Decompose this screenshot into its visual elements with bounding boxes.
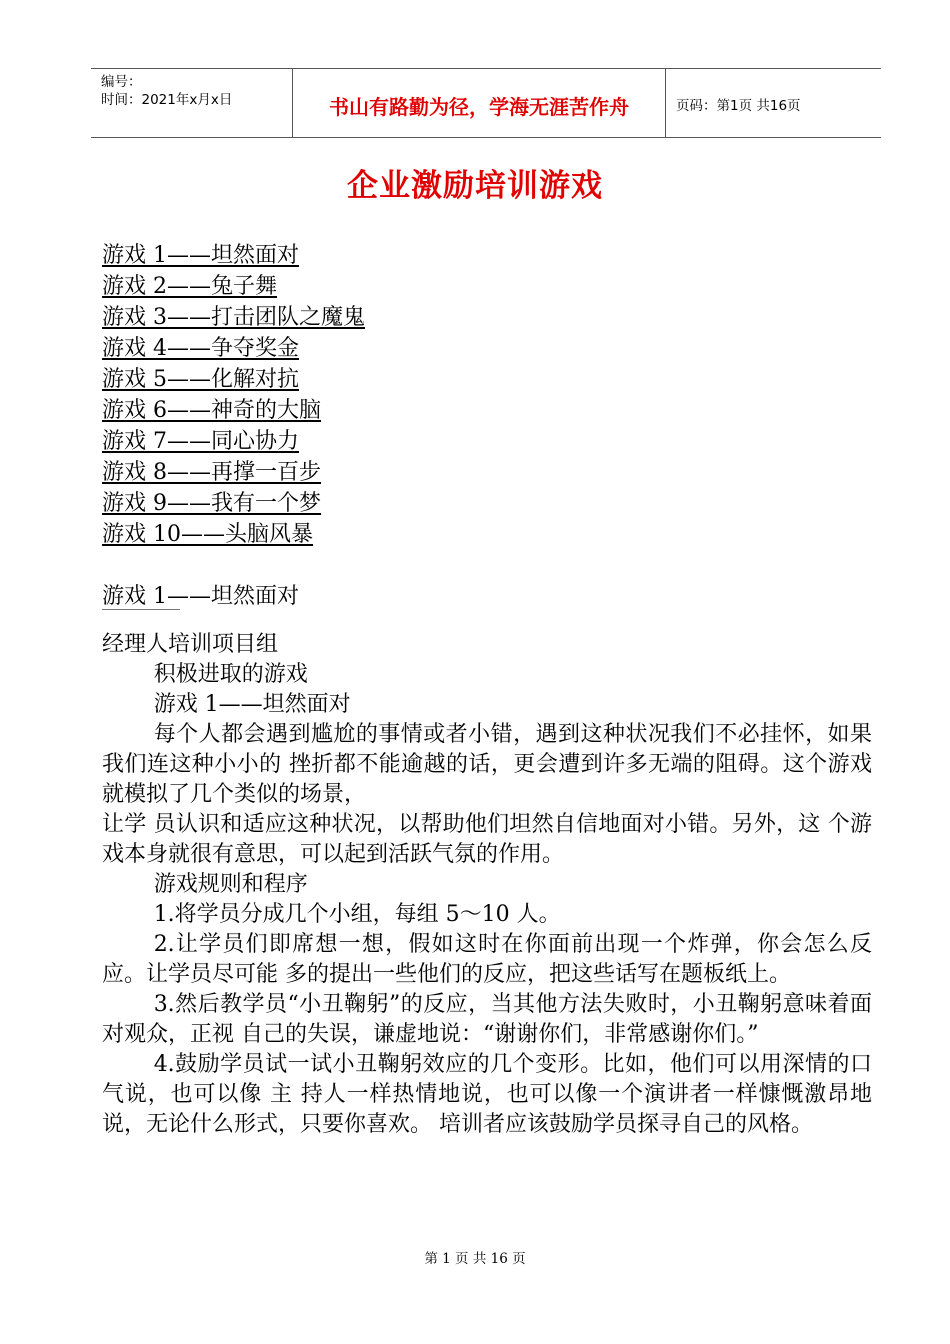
toc-link-7[interactable]: 游戏 7——同心协力 — [102, 429, 299, 454]
header-meta-cell — [91, 69, 293, 137]
toc-link-3[interactable]: 游戏 3——打击团队之魔鬼 — [102, 305, 365, 330]
body-paragraph: 每个人都会遇到尴尬的事情或者小错，遇到这种状况我们不必挂怀，如果我们连这种小小的 挫折都不能逾越的话，更会遭到许多无端的阻碍。这个游戏就模拟了几个类似的场景， — [102, 722, 872, 807]
header-page-cell — [666, 69, 881, 137]
body-paragraph: 1.将学员分成几个小组，每组 5～10 人。 — [153, 902, 561, 927]
time-label: 时间：2021年x月x日 — [101, 92, 233, 108]
toc-link-2[interactable]: 游戏 2——兔子舞 — [102, 274, 277, 299]
document-body — [102, 630, 872, 1140]
body-paragraph: 经理人培训项目组 — [102, 632, 279, 657]
header-motto: 书山有路勤为径，学海无涯苦作舟 — [329, 95, 629, 119]
toc-link-6[interactable]: 游戏 6——神奇的大脑 — [102, 398, 321, 423]
toc-link-4[interactable]: 游戏 4——争夺奖金 — [102, 336, 299, 361]
body-paragraph: 4.鼓励学员试一试小丑鞠躬效应的几个变形。比如，他们可以用深情的口气说，也可以像 主 持人一样热情地说，也可以像一个演讲者一样慷慨激昂地说，无论什么形式，只要你喜欢。 培训者应该鼓励学员探寻自己的风格。 — [102, 1052, 872, 1137]
toc-link-8[interactable]: 游戏 8——再撑一百步 — [102, 460, 321, 485]
body-paragraph: 让学 员认识和适应这种状况，以帮助他们坦然自信地面对小错。另外，这 个游戏本身就很有意思，可以起到活跃气氛的作用。 — [102, 812, 872, 867]
body-paragraph: 游戏规则和程序 — [153, 872, 308, 897]
table-of-contents — [102, 240, 365, 550]
page-header — [91, 68, 881, 138]
body-paragraph: 游戏 1——坦然面对 — [153, 692, 351, 717]
document-title: 企业激励培训游戏 — [347, 168, 603, 204]
body-paragraph: 3.然后教学员“小丑鞠躬”的反应，当其他方法失败时，小丑鞠躬意味着面对观众，正视 自己的失误，谦虚地说：“谢谢你们，非常感谢你们。” — [102, 992, 872, 1047]
toc-link-10[interactable]: 游戏 10——头脑风暴 — [102, 522, 313, 547]
serial-label: 编号： — [101, 74, 142, 90]
page-footer: 第 1 页 共 16 页 — [424, 1251, 526, 1267]
toc-link-5[interactable]: 游戏 5——化解对抗 — [102, 367, 299, 392]
section-heading: 游戏 1——坦然面对 — [102, 584, 299, 609]
header-motto-cell — [293, 69, 666, 137]
page-code: 页码：第1页 共16页 — [676, 98, 801, 114]
section-heading-rule — [102, 609, 180, 610]
body-paragraph: 积极进取的游戏 — [153, 662, 308, 687]
toc-link-1[interactable]: 游戏 1——坦然面对 — [102, 243, 299, 268]
body-paragraph: 2.让学员们即席想一想，假如这时在你面前出现一个炸弹，你会怎么反应。让学员尽可能 多的提出一些他们的反应，把这些话写在题板纸上。 — [102, 932, 872, 987]
toc-link-9[interactable]: 游戏 9——我有一个梦 — [102, 491, 321, 516]
